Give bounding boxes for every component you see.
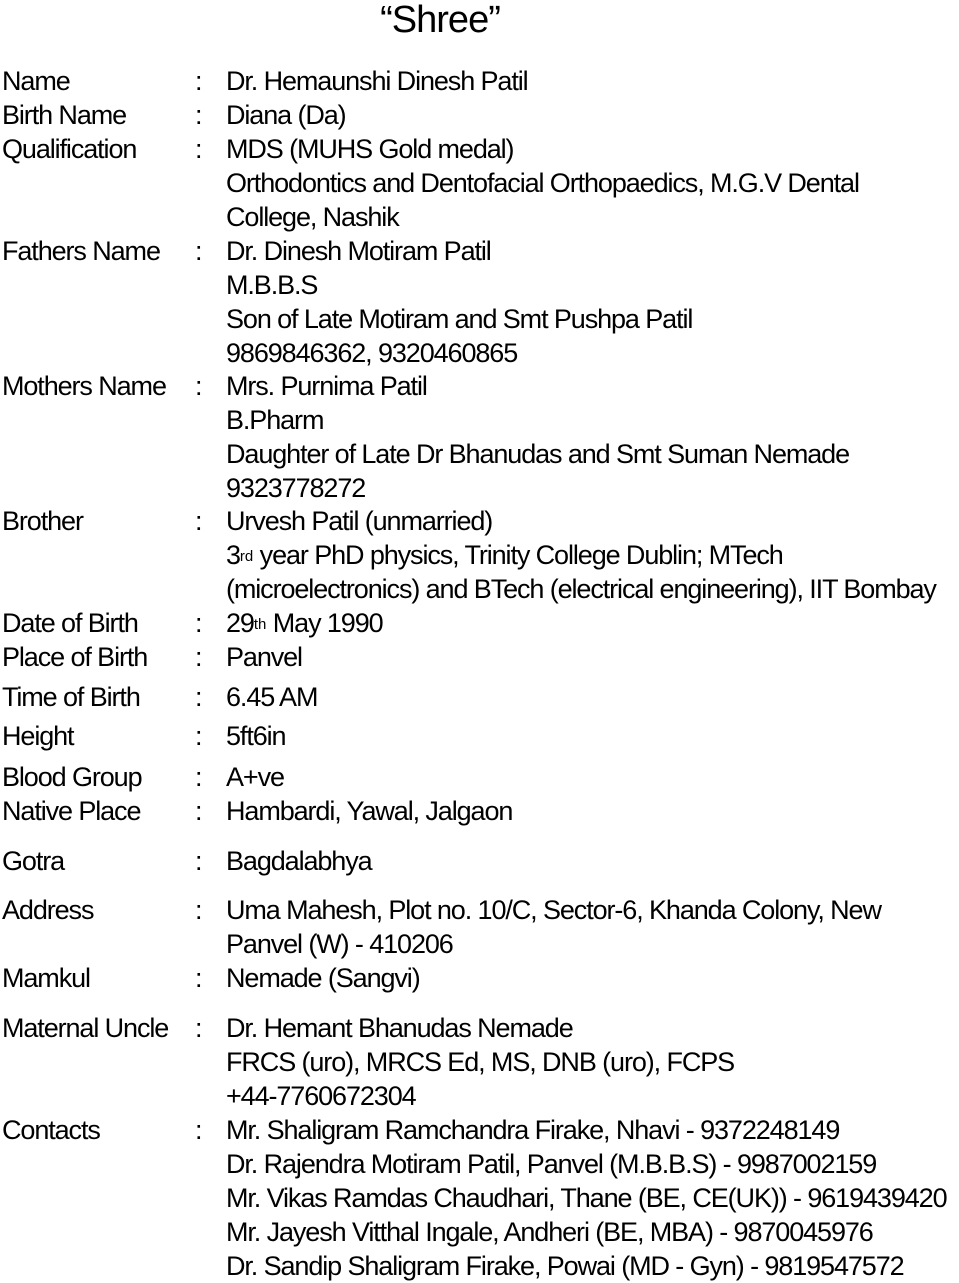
value-line: Mr. Shaligram Ramchandra Firake, Nhavi - 9372248149 — [226, 1115, 840, 1145]
value-line — [226, 606, 383, 640]
value-line: Panvel — [226, 642, 302, 672]
value-line: MDS (MUHS Gold medal) — [226, 134, 514, 164]
field-label: Name — [2, 66, 70, 96]
field-label: Brother — [2, 506, 83, 536]
value-line: Dr. Hemant Bhanudas Nemade — [226, 1013, 573, 1043]
field-colon: : — [195, 100, 202, 130]
value-line: A+ve — [226, 762, 284, 792]
value-line: B.Pharm — [226, 405, 324, 435]
field-colon: : — [195, 236, 202, 266]
value-line: Bagdalabhya — [226, 846, 372, 876]
field-colon: : — [195, 66, 202, 96]
field-label: Qualification — [2, 134, 137, 164]
field-colon: : — [195, 895, 202, 925]
value-line: Mr. Jayesh Vitthal Ingale, Andheri (BE, MBA) - 9870045976 — [226, 1217, 873, 1247]
field-label: Gotra — [2, 846, 65, 876]
document-title: “Shree” — [380, 0, 500, 41]
field-colon: : — [195, 762, 202, 792]
field-label: Address — [2, 895, 94, 925]
value-line: Orthodontics and Dentofacial Orthopaedics, M.G.V Dental — [226, 168, 859, 198]
value-line: Nemade (Sangvi) — [226, 963, 420, 993]
field-value — [226, 1011, 734, 1113]
dob-day-suffix: th — [253, 616, 267, 633]
value-line: College, Nashik — [226, 202, 399, 232]
value-line: FRCS (uro), MRCS Ed, MS, DNB (uro), FCPS — [226, 1047, 735, 1077]
field-value — [226, 640, 302, 674]
value-line: Diana (Da) — [226, 100, 346, 130]
field-colon: : — [195, 682, 202, 712]
field-colon: : — [195, 1115, 202, 1145]
value-line: +44-7760672304 — [226, 1081, 416, 1111]
ordinal-number: 3 — [226, 540, 240, 570]
field-value — [226, 98, 346, 132]
field-colon: : — [195, 134, 202, 164]
field-value — [226, 234, 692, 370]
value-line: Mrs. Purnima Patil — [226, 371, 427, 401]
field-value — [226, 369, 849, 505]
field-label: Blood Group — [2, 762, 142, 792]
value-line: Dr. Dinesh Motiram Patil — [226, 236, 491, 266]
ordinal-suffix: rd — [239, 548, 254, 565]
value-line: Son of Late Motiram and Smt Pushpa Patil — [226, 304, 693, 334]
field-value — [226, 606, 383, 640]
value-line: Mr. Vikas Ramdas Chaudhari, Thane (BE, CE(UK)) - 9619439420 — [226, 1183, 947, 1213]
field-value — [226, 504, 936, 606]
field-label: Fathers Name — [2, 236, 160, 266]
field-value — [226, 132, 859, 234]
field-value — [226, 719, 285, 753]
field-value — [226, 961, 420, 995]
field-label: Date of Birth — [2, 608, 138, 638]
field-value — [226, 1113, 947, 1283]
field-label: Mothers Name — [2, 371, 166, 401]
field-value — [226, 680, 317, 714]
value-line-rest: year PhD physics, Trinity College Dublin; MTech — [253, 540, 783, 570]
field-colon: : — [195, 506, 202, 536]
field-label: Place of Birth — [2, 642, 148, 672]
field-colon: : — [195, 1013, 202, 1043]
value-line: Dr. Rajendra Motiram Patil, Panvel (M.B.B.S) - 9987002159 — [226, 1149, 877, 1179]
field-label: Birth Name — [2, 100, 127, 130]
value-line: Urvesh Patil (unmarried) — [226, 506, 493, 536]
value-line: Panvel (W) - 410206 — [226, 929, 453, 959]
value-line: 5ft6in — [226, 721, 286, 751]
value-line: 9323778272 — [226, 473, 366, 503]
field-colon: : — [195, 796, 202, 826]
value-line — [226, 538, 936, 572]
value-line: 9869846362, 9320460865 — [226, 338, 518, 368]
field-value — [226, 844, 372, 878]
value-line: Dr. Hemaunshi Dinesh Patil — [226, 66, 528, 96]
field-colon: : — [195, 721, 202, 751]
field-label: Mamkul — [2, 963, 90, 993]
value-line: Daughter of Late Dr Bhanudas and Smt Suman Nemade — [226, 439, 849, 469]
value-line: M.B.B.S — [226, 270, 318, 300]
field-label: Native Place — [2, 796, 141, 826]
field-label: Height — [2, 721, 74, 751]
value-line: Hambardi, Yawal, Jalgaon — [226, 796, 513, 826]
dob-day: 29 — [226, 608, 254, 638]
field-label: Time of Birth — [2, 682, 140, 712]
field-colon: : — [195, 963, 202, 993]
field-colon: : — [195, 608, 202, 638]
field-value — [226, 64, 528, 98]
field-value — [226, 893, 881, 961]
field-colon: : — [195, 846, 202, 876]
value-line: (microelectronics) and BTech (electrical engineering), IIT Bombay — [226, 574, 936, 604]
field-colon: : — [195, 371, 202, 401]
dob-month-year: May 1990 — [266, 608, 383, 638]
field-value — [226, 760, 284, 794]
field-value — [226, 794, 512, 828]
value-line: Uma Mahesh, Plot no. 10/C, Sector-6, Khanda Colony, New — [226, 895, 881, 925]
field-label: Maternal Uncle — [2, 1013, 169, 1043]
field-label: Contacts — [2, 1115, 100, 1145]
value-line: 6.45 AM — [226, 682, 318, 712]
field-colon: : — [195, 642, 202, 672]
value-line: Dr. Sandip Shaligram Firake, Powai (MD - Gyn) - 9819547572 — [226, 1251, 904, 1281]
